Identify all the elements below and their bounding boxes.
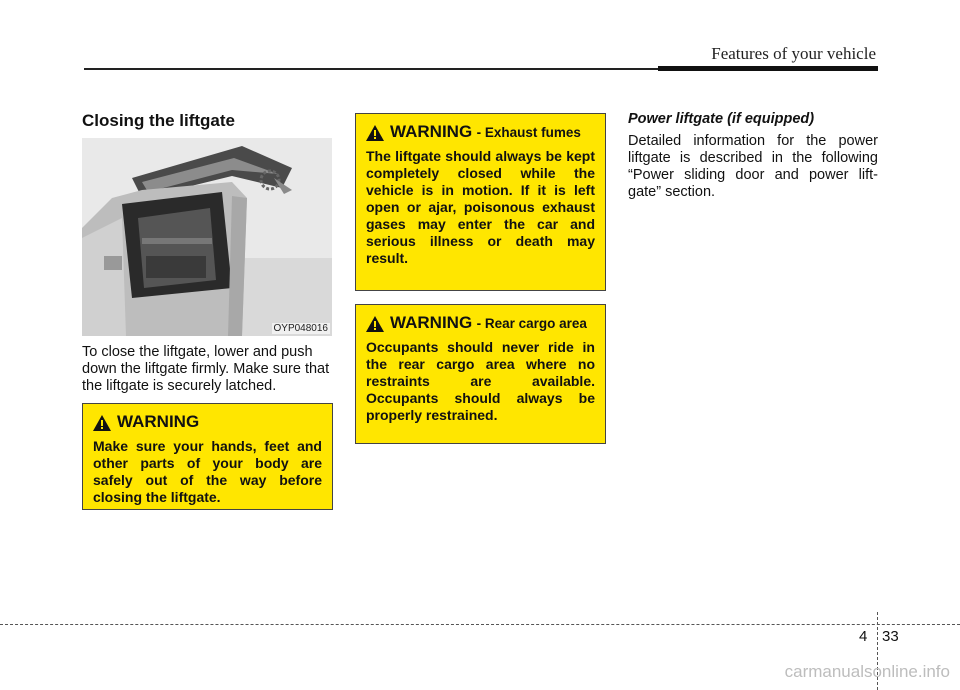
footer-rule — [0, 624, 960, 625]
watermark: carmanualsonline.info — [784, 662, 950, 681]
warning-subtitle: - Exhaust fumes — [476, 125, 581, 140]
warning-title: WARNING — [390, 313, 473, 332]
warning-box-hands — [82, 403, 333, 510]
running-header: Features of your vehicle — [711, 44, 876, 63]
closing-instructions: To close the liftgate, lower and push down the liftgate firmly. Make sure that the liftgate is securely latched. — [82, 344, 330, 394]
liftgate-photo — [82, 138, 332, 336]
liftgate-illustration — [82, 138, 332, 336]
power-liftgate-description: Detailed information for the power liftgate is described in the following “Power sliding door and power lift-gate” section. — [628, 133, 878, 200]
header-rule-accent — [658, 66, 878, 71]
section-heading-power-liftgate: Power liftgate (if equipped) — [628, 111, 815, 127]
warning-triangle-icon — [366, 125, 384, 141]
warning-body: The liftgate should always be kept completely closed while the vehicle is in motion. If it is left open or ajar, poisonous exhaust gases may enter the car and serious illness or death may result. — [366, 148, 595, 266]
page-number: 33 — [882, 628, 899, 645]
warning-title: WARNING — [117, 412, 200, 431]
warning-triangle-icon — [366, 316, 384, 332]
section-heading-closing-liftgate: Closing the liftgate — [82, 111, 235, 130]
warning-body: Make sure your hands, feet and other parts of your body are safely out of the way before closing the liftgate. — [93, 438, 322, 505]
warning-box-exhaust — [355, 113, 606, 291]
chapter-number: 4 — [859, 628, 868, 645]
image-code: OYP048016 — [273, 323, 328, 334]
warning-box-rear-cargo — [355, 304, 606, 444]
warning-triangle-icon — [93, 415, 111, 431]
warning-body: Occupants should never ride in the rear cargo area where no restraints are available. Occupants should always be properly restrained. — [366, 339, 595, 423]
warning-title: WARNING — [390, 122, 473, 141]
warning-subtitle: - Rear cargo area — [476, 316, 587, 331]
